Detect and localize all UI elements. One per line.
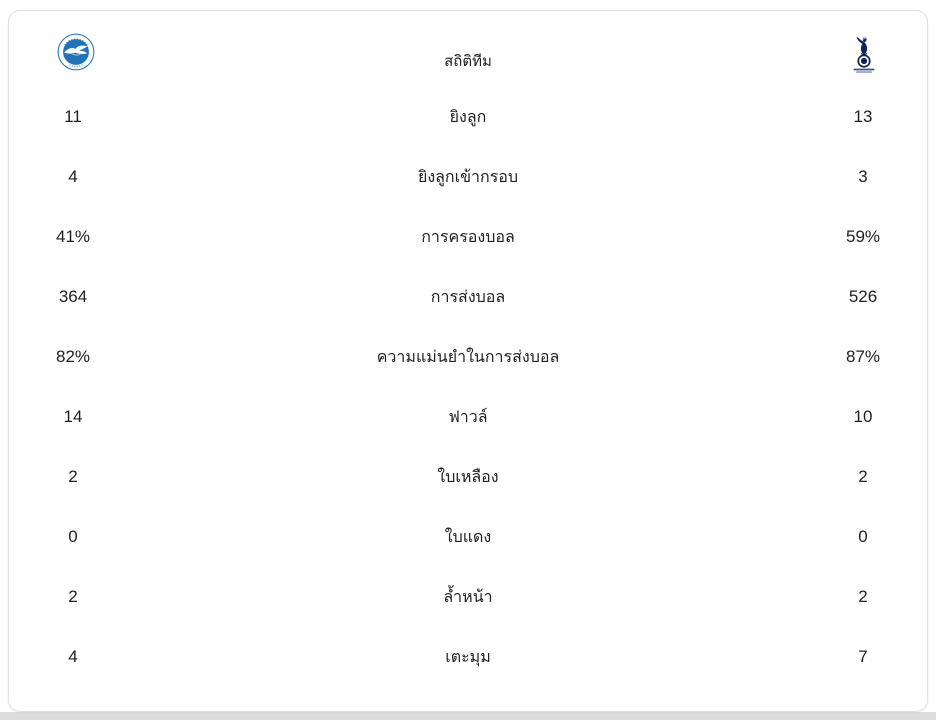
team-stats-card xyxy=(8,10,928,712)
stat-label: เตะมุม xyxy=(445,648,491,666)
away-team-value: 13 xyxy=(853,107,873,126)
stats-rows xyxy=(9,87,927,687)
home-team-value: 364 xyxy=(58,287,88,306)
stat-row xyxy=(9,507,927,567)
stat-label: ฟาวล์ xyxy=(448,408,488,426)
stat-row xyxy=(9,147,927,207)
stat-row xyxy=(9,567,927,627)
away-team-value: 526 xyxy=(848,287,878,306)
home-team-value: 2 xyxy=(68,467,78,486)
stat-label: การครองบอล xyxy=(421,228,515,246)
stat-label: ใบเหลือง xyxy=(437,468,499,486)
stat-row xyxy=(9,207,927,267)
stat-label: ใบแดง xyxy=(444,528,492,546)
stat-row xyxy=(9,447,927,507)
stat-label: ยิงลูกเข้ากรอบ xyxy=(417,168,519,186)
away-team-value: 7 xyxy=(858,647,868,666)
stat-label: ล้ำหน้า xyxy=(443,588,493,606)
home-team-value: 82% xyxy=(55,347,91,366)
stat-row xyxy=(9,87,927,147)
away-team-value: 10 xyxy=(853,407,873,426)
home-team-value: 14 xyxy=(63,407,83,426)
home-team-value: 4 xyxy=(68,647,78,666)
home-team-value: 0 xyxy=(68,527,78,546)
home-team-value: 4 xyxy=(68,167,78,186)
away-team-value: 3 xyxy=(858,167,868,186)
away-team-value: 2 xyxy=(858,587,868,606)
away-team-value: 59% xyxy=(845,227,881,246)
home-team-value: 2 xyxy=(68,587,78,606)
card-header xyxy=(9,11,927,87)
bottom-divider xyxy=(0,712,936,720)
home-team-value: 11 xyxy=(64,107,82,126)
stat-label: การส่งบอล xyxy=(430,288,506,306)
card-title: สถิติทีม xyxy=(444,53,492,70)
stat-row xyxy=(9,627,927,687)
tottenham-crest-icon xyxy=(850,34,878,74)
away-team-value: 2 xyxy=(858,467,868,486)
away-team-value: 0 xyxy=(858,527,868,546)
home-team-value: 41% xyxy=(55,227,91,246)
away-team-value: 87% xyxy=(845,347,881,366)
stat-row xyxy=(9,387,927,447)
stat-label: ยิงลูก xyxy=(449,108,487,126)
stat-row xyxy=(9,327,927,387)
stat-row xyxy=(9,267,927,327)
stat-label: ความแม่นยำในการส่งบอล xyxy=(376,348,560,366)
